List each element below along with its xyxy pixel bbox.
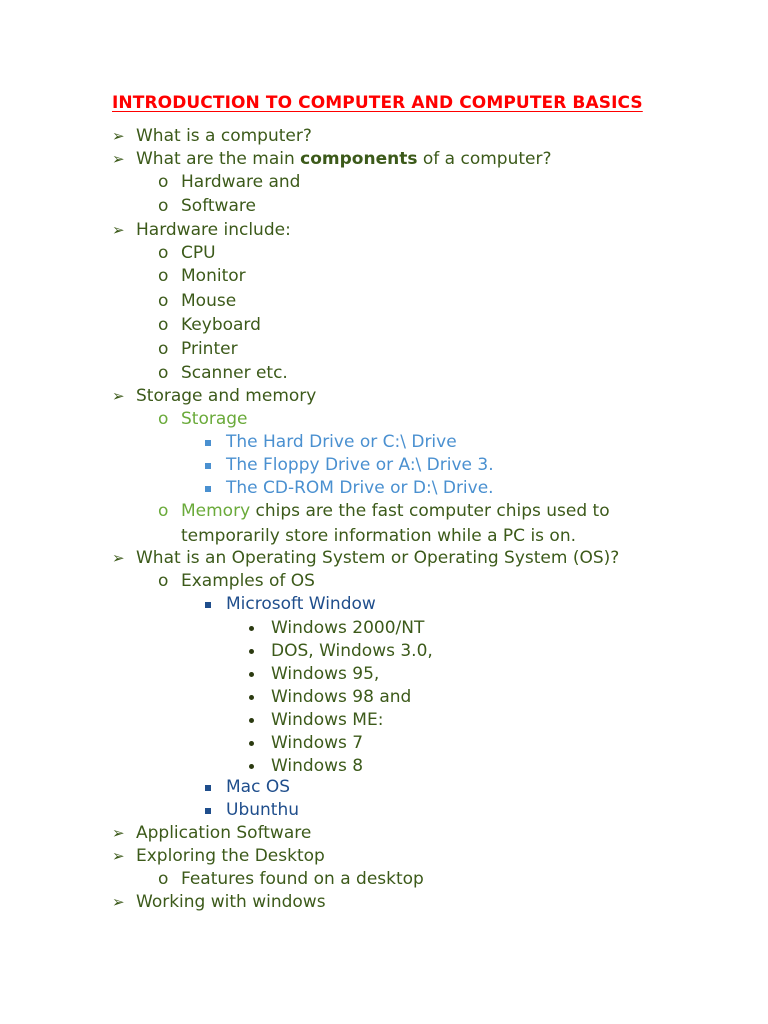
arrow-bullet-icon: ➢ bbox=[112, 221, 125, 239]
square-bullet-icon bbox=[205, 440, 211, 446]
square-bullet-icon bbox=[205, 463, 211, 469]
list-item-examples-of-os: Examples of OS bbox=[181, 571, 315, 591]
circle-o-bullet-icon: o bbox=[158, 243, 169, 263]
list-item-keyboard: Keyboard bbox=[181, 315, 261, 335]
dot-bullet-icon bbox=[249, 626, 254, 631]
dot-bullet-icon bbox=[249, 764, 254, 769]
list-item-ubunthu: Ubunthu bbox=[226, 800, 299, 820]
list-item-memory bbox=[181, 500, 610, 522]
dot-bullet-icon bbox=[249, 672, 254, 677]
circle-o-bullet-icon: o bbox=[158, 339, 169, 359]
list-item-application-software: Application Software bbox=[136, 823, 312, 843]
square-bullet-icon bbox=[205, 486, 211, 492]
arrow-bullet-icon: ➢ bbox=[112, 387, 125, 405]
list-item-windows-8: Windows 8 bbox=[271, 756, 364, 776]
list-item-storage-and-memory: Storage and memory bbox=[136, 386, 317, 406]
dot-bullet-icon bbox=[249, 695, 254, 700]
dot-bullet-icon bbox=[249, 741, 254, 746]
circle-o-bullet-icon: o bbox=[158, 315, 169, 335]
list-item-hard-drive: The Hard Drive or C:\ Drive bbox=[226, 432, 457, 452]
dot-bullet-icon bbox=[249, 718, 254, 723]
arrow-bullet-icon: ➢ bbox=[112, 893, 125, 911]
arrow-bullet-icon: ➢ bbox=[112, 549, 125, 567]
components-text-post: of a computer? bbox=[417, 149, 552, 169]
list-item-mouse: Mouse bbox=[181, 291, 237, 311]
square-bullet-icon bbox=[205, 785, 211, 791]
list-item-printer: Printer bbox=[181, 339, 238, 359]
arrow-bullet-icon: ➢ bbox=[112, 824, 125, 842]
circle-o-bullet-icon: o bbox=[158, 291, 169, 311]
list-item-hardware-include: Hardware include: bbox=[136, 220, 291, 240]
circle-o-bullet-icon: o bbox=[158, 363, 169, 383]
list-item-windows-7: Windows 7 bbox=[271, 733, 364, 753]
list-item-windows-95: Windows 95, bbox=[271, 664, 380, 684]
list-item-windows-dos: DOS, Windows 3.0, bbox=[271, 641, 433, 661]
circle-o-bullet-icon: o bbox=[158, 869, 169, 889]
list-item-operating-system: What is an Operating System or Operating System (OS)? bbox=[136, 548, 620, 568]
square-bullet-icon bbox=[205, 808, 211, 814]
arrow-bullet-icon: ➢ bbox=[112, 150, 125, 168]
circle-o-bullet-icon: o bbox=[158, 172, 169, 192]
memory-word: Memory bbox=[181, 501, 251, 521]
list-item-floppy-drive: The Floppy Drive or A:\ Drive 3. bbox=[226, 455, 494, 475]
arrow-bullet-icon: ➢ bbox=[112, 127, 125, 145]
circle-o-bullet-icon: o bbox=[158, 266, 169, 286]
list-item-windows-me: Windows ME: bbox=[271, 710, 384, 730]
list-item-windows-98: Windows 98 and bbox=[271, 687, 412, 707]
components-text-pre: What are the main bbox=[136, 149, 301, 169]
list-item-exploring-desktop: Exploring the Desktop bbox=[136, 846, 325, 866]
circle-o-bullet-icon: o bbox=[158, 501, 169, 521]
list-item-scanner: Scanner etc. bbox=[181, 363, 288, 383]
list-item-hardware-and: Hardware and bbox=[181, 172, 301, 192]
arrow-bullet-icon: ➢ bbox=[112, 847, 125, 865]
circle-o-bullet-icon: o bbox=[158, 409, 169, 429]
list-item-microsoft-window: Microsoft Window bbox=[226, 594, 376, 614]
memory-text-rest: chips are the fast computer chips used to bbox=[250, 501, 610, 521]
list-item-working-with-windows: Working with windows bbox=[136, 892, 326, 912]
list-item-windows-2000: Windows 2000/NT bbox=[271, 618, 425, 638]
list-item-software: Software bbox=[181, 196, 256, 216]
list-item-cdrom-drive: The CD-ROM Drive or D:\ Drive. bbox=[226, 478, 494, 498]
components-text-bold: components bbox=[300, 149, 418, 169]
list-item-storage: Storage bbox=[181, 409, 248, 429]
page-title: INTRODUCTION TO COMPUTER AND COMPUTER BASICS bbox=[112, 93, 643, 113]
list-item-mac-os: Mac OS bbox=[226, 777, 291, 797]
circle-o-bullet-icon: o bbox=[158, 196, 169, 216]
circle-o-bullet-icon: o bbox=[158, 571, 169, 591]
square-bullet-icon bbox=[205, 602, 211, 608]
list-item-cpu: CPU bbox=[181, 243, 216, 263]
list-item-monitor: Monitor bbox=[181, 266, 246, 286]
list-item-memory-continued: temporarily store information while a PC is on. bbox=[181, 526, 577, 546]
list-item-what-is-computer: What is a computer? bbox=[136, 126, 312, 146]
dot-bullet-icon bbox=[249, 649, 254, 654]
list-item-main-components bbox=[136, 148, 552, 170]
list-item-desktop-features: Features found on a desktop bbox=[181, 869, 424, 889]
